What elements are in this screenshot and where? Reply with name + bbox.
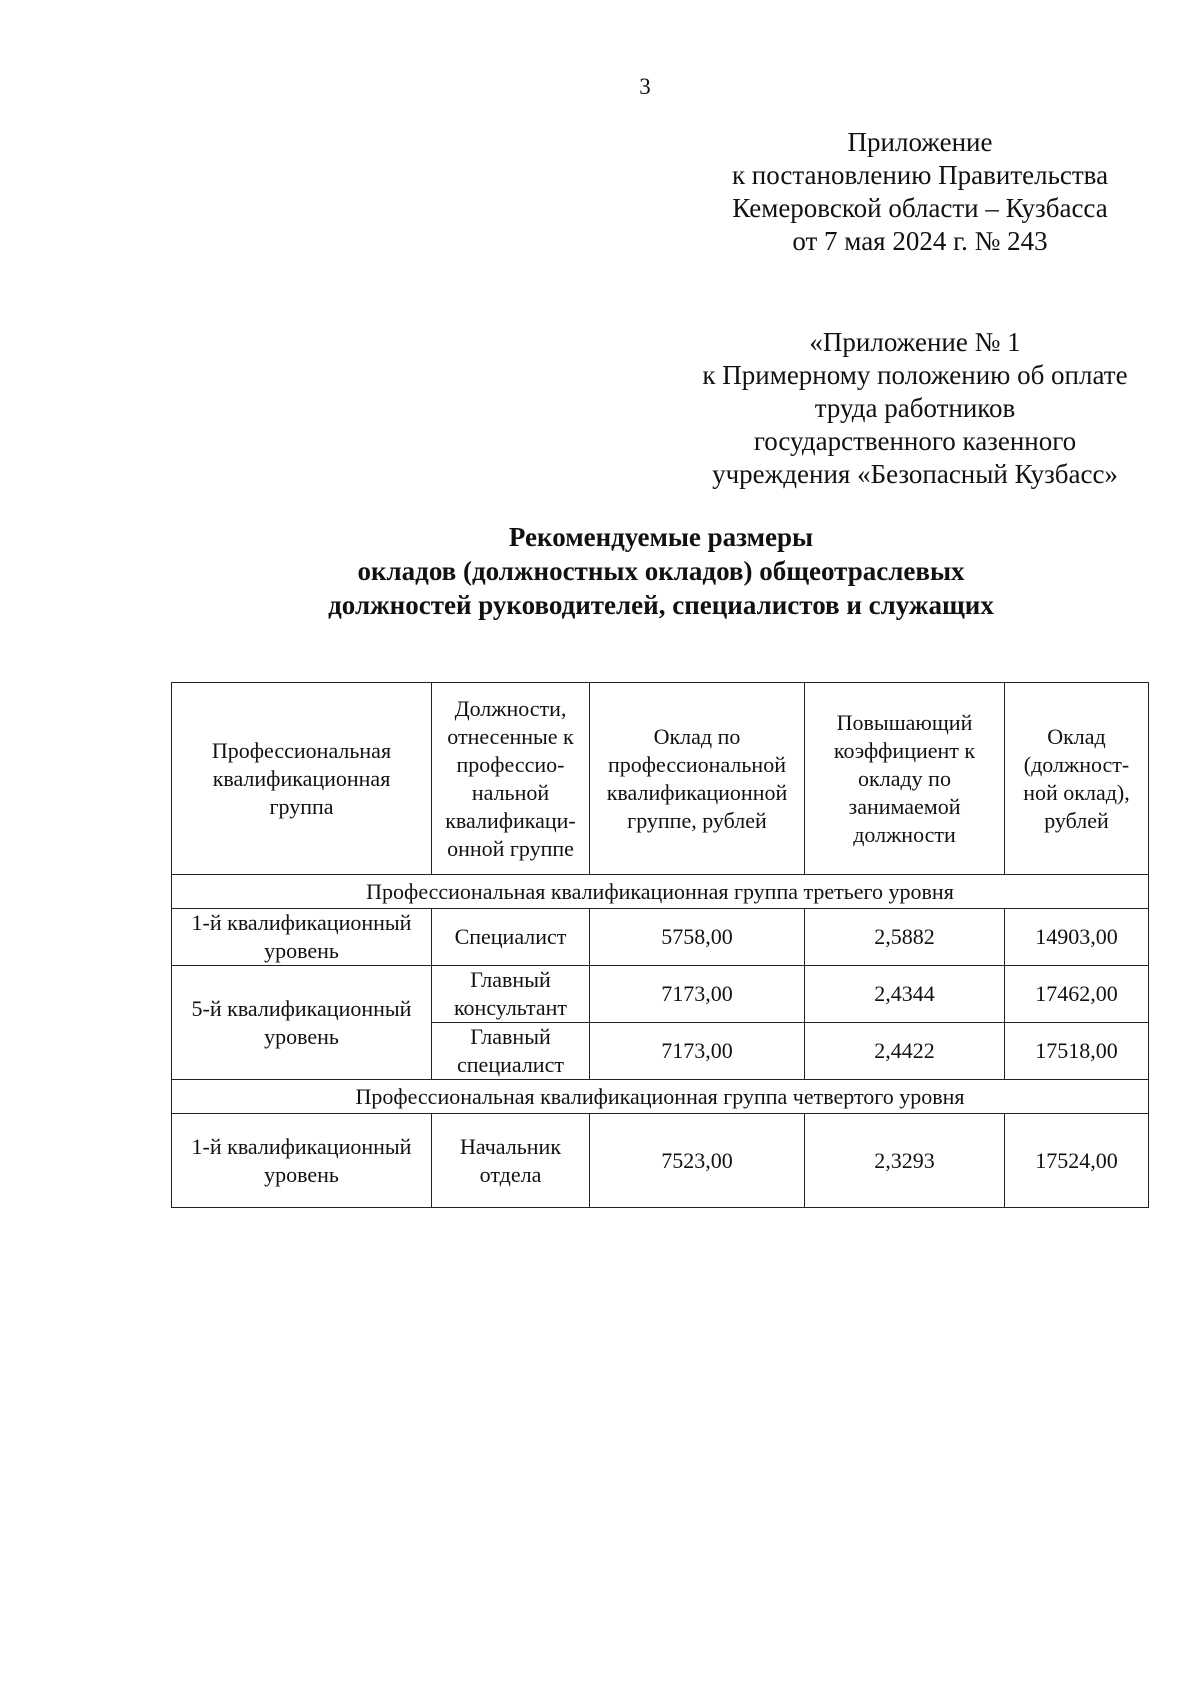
appendix-header (700, 126, 1140, 258)
section-title: Профессиональная квалификационная группа третьего уровня (172, 875, 1149, 909)
table-row (172, 909, 1149, 966)
position-cell: Специалист (432, 909, 590, 966)
header-line: отнесенные к (447, 723, 574, 749)
appendix-line: к постановлению Правительства (731, 160, 1109, 190)
table-row (172, 966, 1149, 1023)
header-base-salary (590, 683, 805, 875)
header-line: Повышающий (836, 709, 973, 735)
header-line: профессиональной (608, 751, 786, 777)
header-positions (432, 683, 590, 875)
header-line: окладу по (858, 765, 951, 791)
header-line: Оклад (1047, 723, 1106, 749)
header-line: группа (269, 793, 334, 819)
header-line: квалификаци- (445, 807, 576, 833)
table-row (172, 1114, 1149, 1208)
header-professional-group (172, 683, 432, 875)
table-header-row (172, 683, 1149, 875)
header-salary (1005, 683, 1149, 875)
level-cell: 1-й квалификационный уровень (172, 909, 432, 966)
header-line: онной группе (447, 835, 574, 861)
page-number: 3 (639, 74, 651, 99)
section-row (172, 1080, 1149, 1114)
salary-cell: 17524,00 (1005, 1114, 1149, 1208)
header-line: квалификационная (212, 765, 391, 791)
header-line: ной оклад), (1023, 779, 1130, 805)
title-line: окладов (должностных окладов) общеотраслевых (357, 556, 965, 586)
document-title (0, 520, 1200, 622)
coefficient-cell: 2,5882 (805, 909, 1005, 966)
header-line: должности (853, 821, 956, 847)
header-line: Должности, (454, 695, 567, 721)
header-line: нальной (471, 779, 550, 805)
header-line: профессио- (456, 751, 565, 777)
coefficient-cell: 2,3293 (805, 1114, 1005, 1208)
header-line: занимаемой (848, 793, 961, 819)
title-line: должностей руководителей, специалистов и служащих (328, 590, 994, 620)
position-cell: Главный специалист (432, 1023, 590, 1080)
coefficient-cell: 2,4422 (805, 1023, 1005, 1080)
position-cell: Главный консультант (432, 966, 590, 1023)
base-salary-cell: 7173,00 (590, 1023, 805, 1080)
appendix-1-line: труда работников (814, 393, 1016, 423)
header-coefficient (805, 683, 1005, 875)
appendix-line: от 7 мая 2024 г. № 243 (792, 226, 1048, 256)
salary-cell: 17518,00 (1005, 1023, 1149, 1080)
header-line: группе, рублей (627, 807, 767, 833)
header-line: коэффициент к (833, 737, 976, 763)
base-salary-cell: 7523,00 (590, 1114, 805, 1208)
header-line: квалификационной (606, 779, 788, 805)
header-line: рублей (1044, 807, 1109, 833)
appendix-1-line: учреждения «Безопасный Кузбасс» (712, 459, 1118, 489)
appendix-line: Кемеровской области – Кузбасса (732, 193, 1108, 223)
section-title: Профессиональная квалификационная группа четвертого уровня (172, 1080, 1149, 1114)
appendix-1-line: «Приложение № 1 (809, 327, 1021, 357)
level-cell: 1-й квалификационный уровень (172, 1114, 432, 1208)
title-line: Рекомендуемые размеры (508, 522, 814, 552)
section-row (172, 875, 1149, 909)
base-salary-cell: 5758,00 (590, 909, 805, 966)
level-cell: 5-й квалификационный уровень (172, 966, 432, 1080)
appendix-1-header (660, 326, 1170, 491)
header-line: (должност- (1023, 751, 1130, 777)
appendix-line: Приложение (847, 127, 993, 157)
salary-table (171, 682, 1149, 1208)
header-line: Профессиональная (211, 737, 392, 763)
salary-cell: 17462,00 (1005, 966, 1149, 1023)
appendix-1-line: государственного казенного (753, 426, 1077, 456)
header-line: Оклад по (653, 723, 741, 749)
appendix-1-line: к Примерному положению об оплате (702, 360, 1128, 390)
position-cell: Начальник отдела (432, 1114, 590, 1208)
coefficient-cell: 2,4344 (805, 966, 1005, 1023)
base-salary-cell: 7173,00 (590, 966, 805, 1023)
salary-cell: 14903,00 (1005, 909, 1149, 966)
